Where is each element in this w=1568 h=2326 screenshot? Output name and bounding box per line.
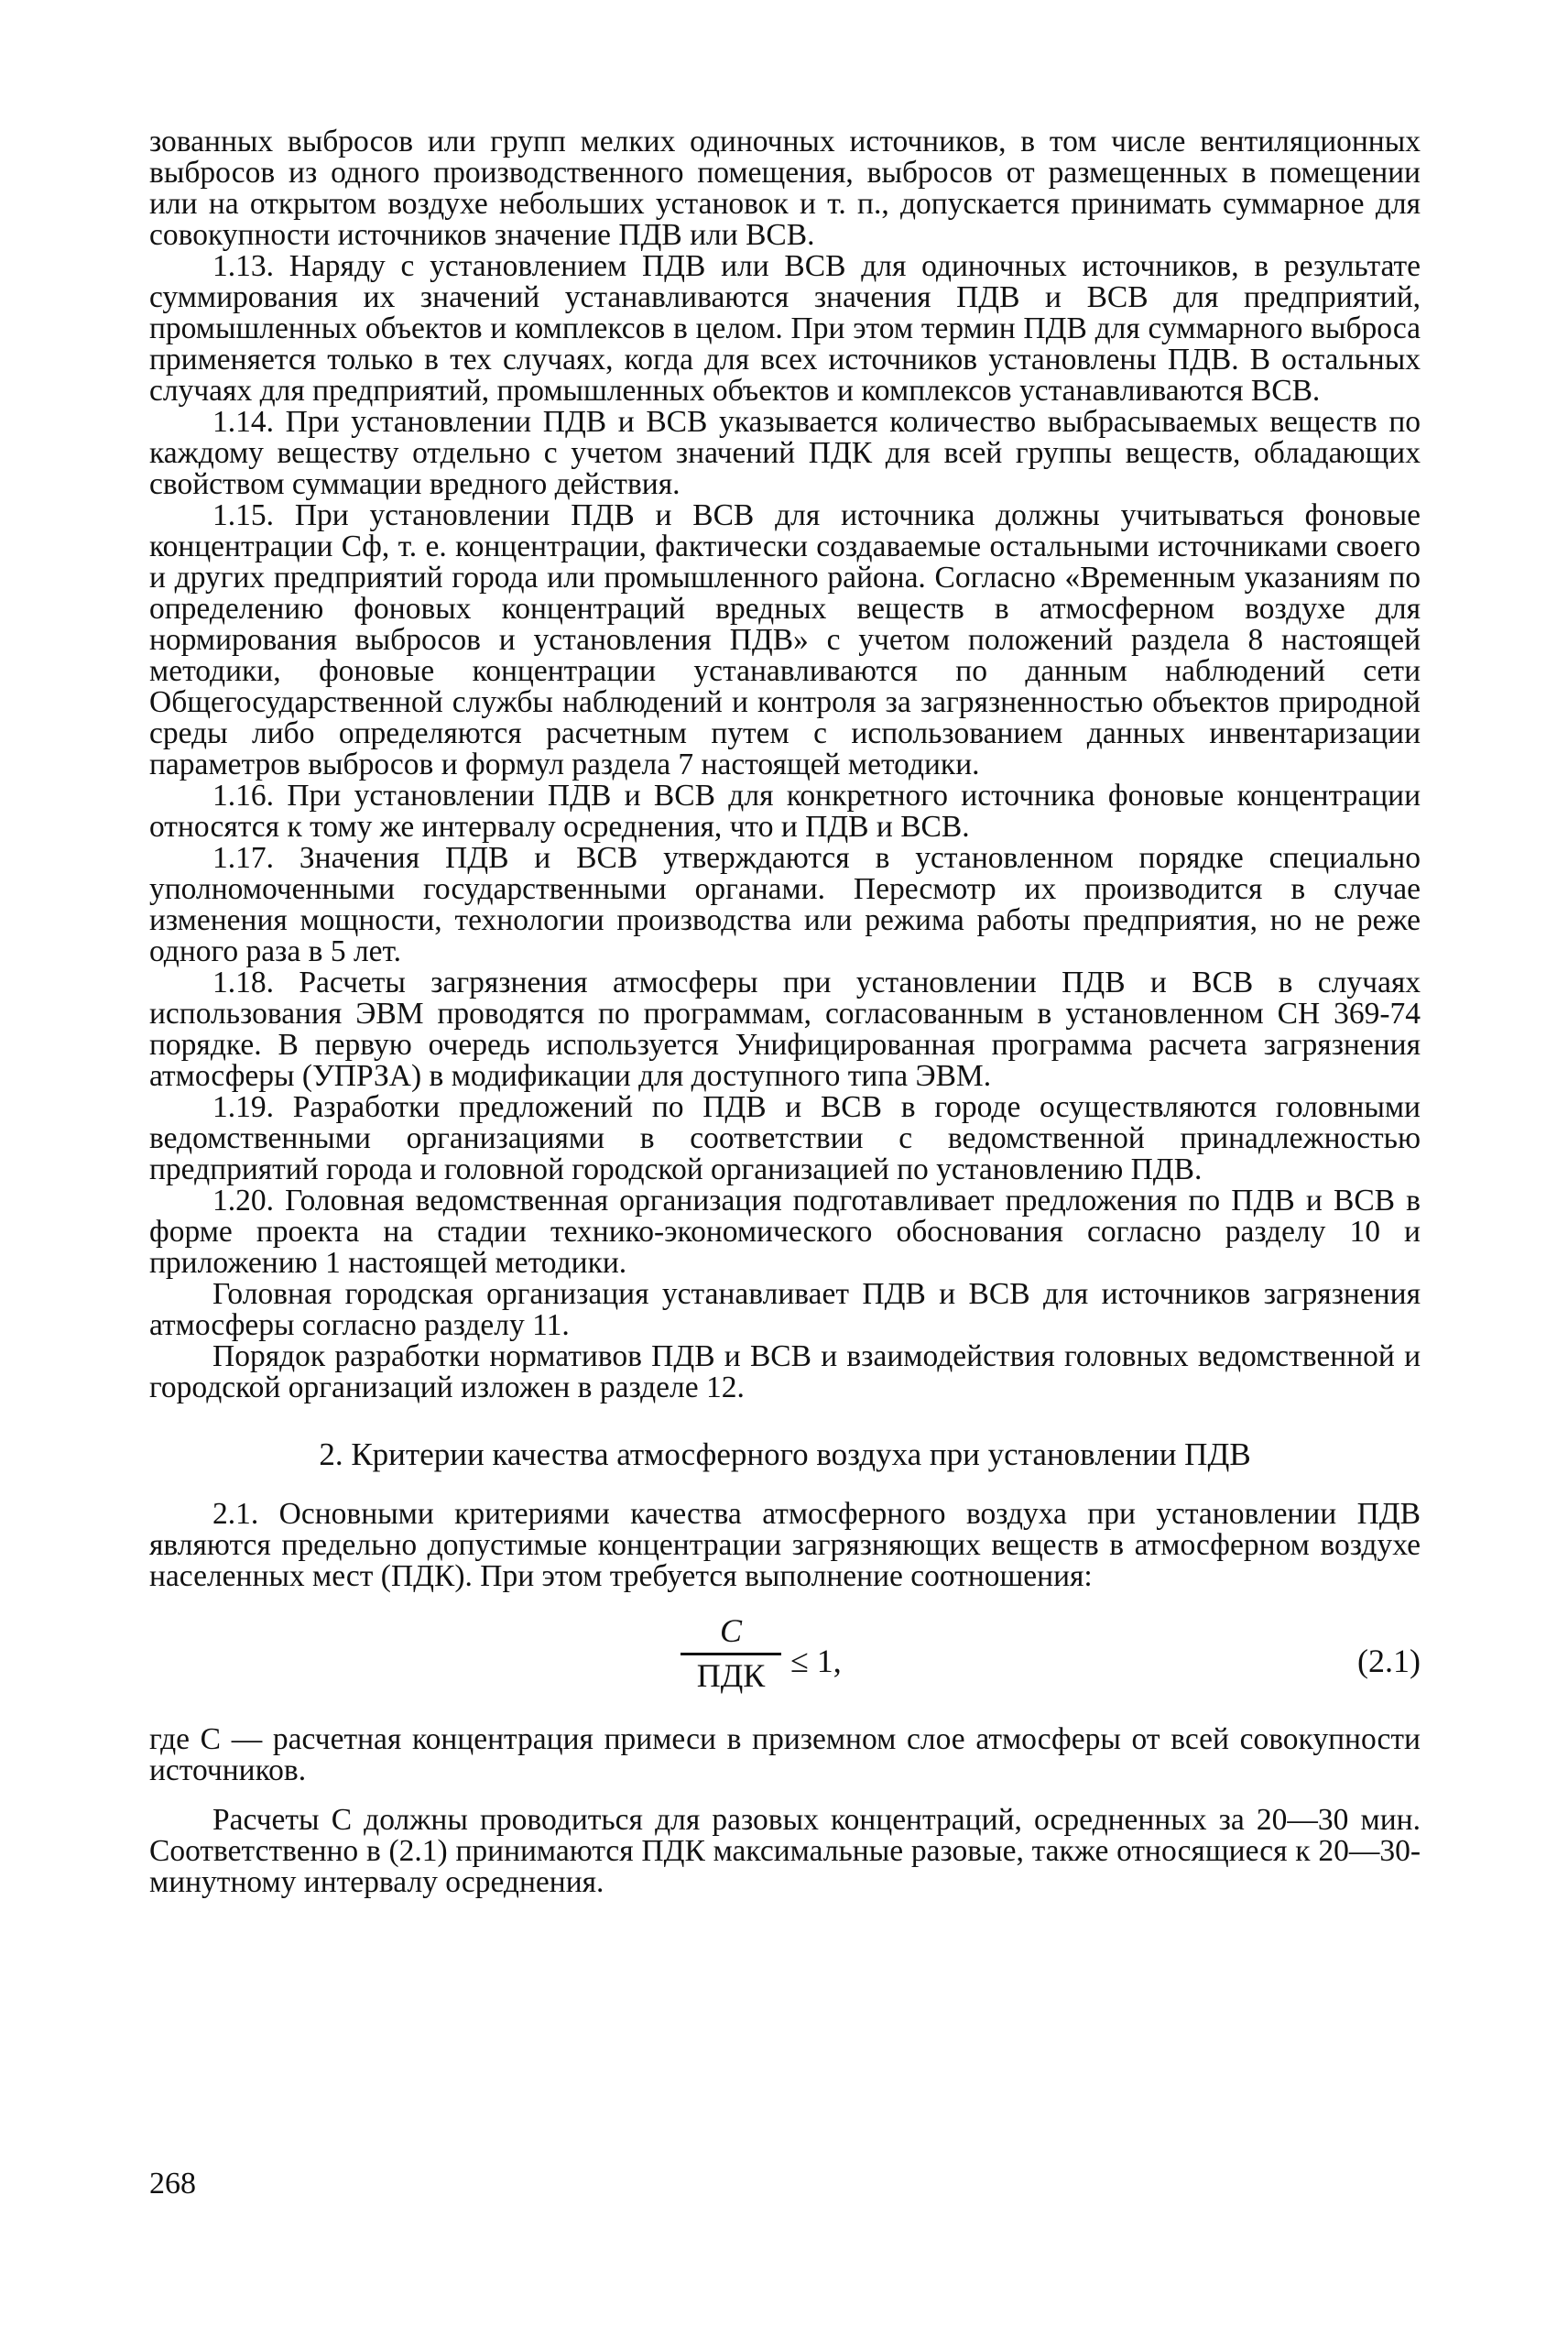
paragraph-continued: зованных выбросов или групп мелких одиночных источников, в том числе вентиляционных выбросов из одного производственного помещения, выбросов от размещенных в помещении или на открытом воздухе небольших установок и т. п., допускается принимать суммарное для совокупности источников значение ПДВ или ВСВ. <box>149 125 1421 252</box>
paragraph-1-20: 1.20. Головная ведомственная организация подготавливает предложения по ПДВ и ВСВ в форме проекта на стадии технико-экономического обоснования согласно разделу 10 и приложению 1 настоящей методики. <box>149 1184 1421 1280</box>
equation-number: (2.1) <box>1357 1643 1421 1679</box>
formula-relation: ≤ 1, <box>790 1643 842 1679</box>
paragraph-calculations: Расчеты C должны проводиться для разовых концентраций, осредненных за 20—30 мин. Соответственно в (2.1) принимаются ПДК максимальные разовые, также относящиеся к 20—30-минутному интервалу осреднения. <box>149 1803 1421 1899</box>
paragraph-1-18: 1.18. Расчеты загрязнения атмосферы при установлении ПДВ и ВСВ в случаях использования ЭВМ проводятся по программам, согласованным в установленном СН 369-74 порядке. В первую очередь используется Унифицированная программа расчета загрязнения атмосферы (УПРЗА) в модификации для доступного типа ЭВМ. <box>149 966 1421 1093</box>
paragraph-1-13: 1.13. Наряду с установлением ПДВ или ВСВ для одиночных источников, в результате суммирования их значений устанавливаются значения ПДВ и ВСВ для предприятий, промышленных объектов и комплексов в целом. При этом термин ПДВ для суммарного выброса применяется только в тех случаях, когда для всех источников установлены ПДВ. В остальных случаях для предприятий, промышленных объектов и комплексов устанавливаются ВСВ. <box>149 249 1421 408</box>
paragraph-where: где C — расчетная концентрация примеси в приземном слое атмосферы от всей совокупности источников. <box>149 1722 1421 1787</box>
paragraph-1-19: 1.19. Разработки предложений по ПДВ и ВСВ в городе осуществляются головными ведомственными организациями в соответствии с ведомственной принадлежностью предприятий города и головной городской организацией по установлению ПДВ. <box>149 1090 1421 1186</box>
fraction-numerator: C <box>719 1612 742 1649</box>
paragraph-city-organization: Головная городская организация устанавливает ПДВ и ВСВ для источников загрязнения атмосферы согласно разделу 11. <box>149 1277 1421 1342</box>
fraction <box>681 1611 781 1694</box>
fraction-bar <box>681 1653 781 1655</box>
paragraph-2-1: 2.1. Основными критериями качества атмосферного воздуха при установлении ПДВ являются предельно допустимые концентрации загрязняющих веществ в атмосферном воздухе населенных мест (ПДК). При этом требуется выполнение соотношения: <box>149 1497 1421 1593</box>
paragraph-1-17: 1.17. Значения ПДВ и ВСВ утверждаются в установленном порядке специально уполномоченными государственными органами. Пересмотр их производится в случае изменения мощности, технологии производства или режима работы предприятия, но не реже одного раза в 5 лет. <box>149 841 1421 968</box>
paragraph-1-15: 1.15. При установлении ПДВ и ВСВ для источника должны учитываться фоновые концентрации Cф, т. е. концентрации, фактически создаваемые остальными источниками своего и других предприятий города или промышленного района. Согласно «Временным указаниям по определению фоновых концентраций вредных веществ в атмосферном воздухе для нормирования выбросов и установления ПДВ» с учетом положений раздела 8 настоящей методики, фоновые концентрации устанавливаются по данным наблюдений сети Общегосударственной службы наблюдений и контроля за загрязненностью объектов природной среды либо определяются расчетным путем с использованием данных инвентаризации параметров выбросов и формул раздела 7 настоящей методики. <box>149 498 1421 781</box>
page-number: 268 <box>149 2167 196 2200</box>
section-heading: 2. Критерии качества атмосферного воздуха при установлении ПДВ <box>319 1436 1251 1472</box>
page-body <box>149 126 1421 1898</box>
paragraph-procedure: Порядок разработки нормативов ПДВ и ВСВ и взаимодействия головных ведомственной и городской организаций изложен в разделе 12. <box>149 1339 1421 1404</box>
paragraph-1-14: 1.14. При установлении ПДВ и ВСВ указывается количество выбрасываемых веществ по каждому веществу отдельно с учетом значений ПДК для всей группы веществ, обладающих свойством суммации вредного действия. <box>149 405 1421 501</box>
formula-2-1 <box>149 1605 1421 1708</box>
paragraph-1-16: 1.16. При установлении ПДВ и ВСВ для конкретного источника фоновые концентрации относятся к тому же интервалу осреднения, что и ПДВ и ВСВ. <box>149 779 1421 844</box>
fraction-denominator: ПДК <box>696 1657 766 1694</box>
